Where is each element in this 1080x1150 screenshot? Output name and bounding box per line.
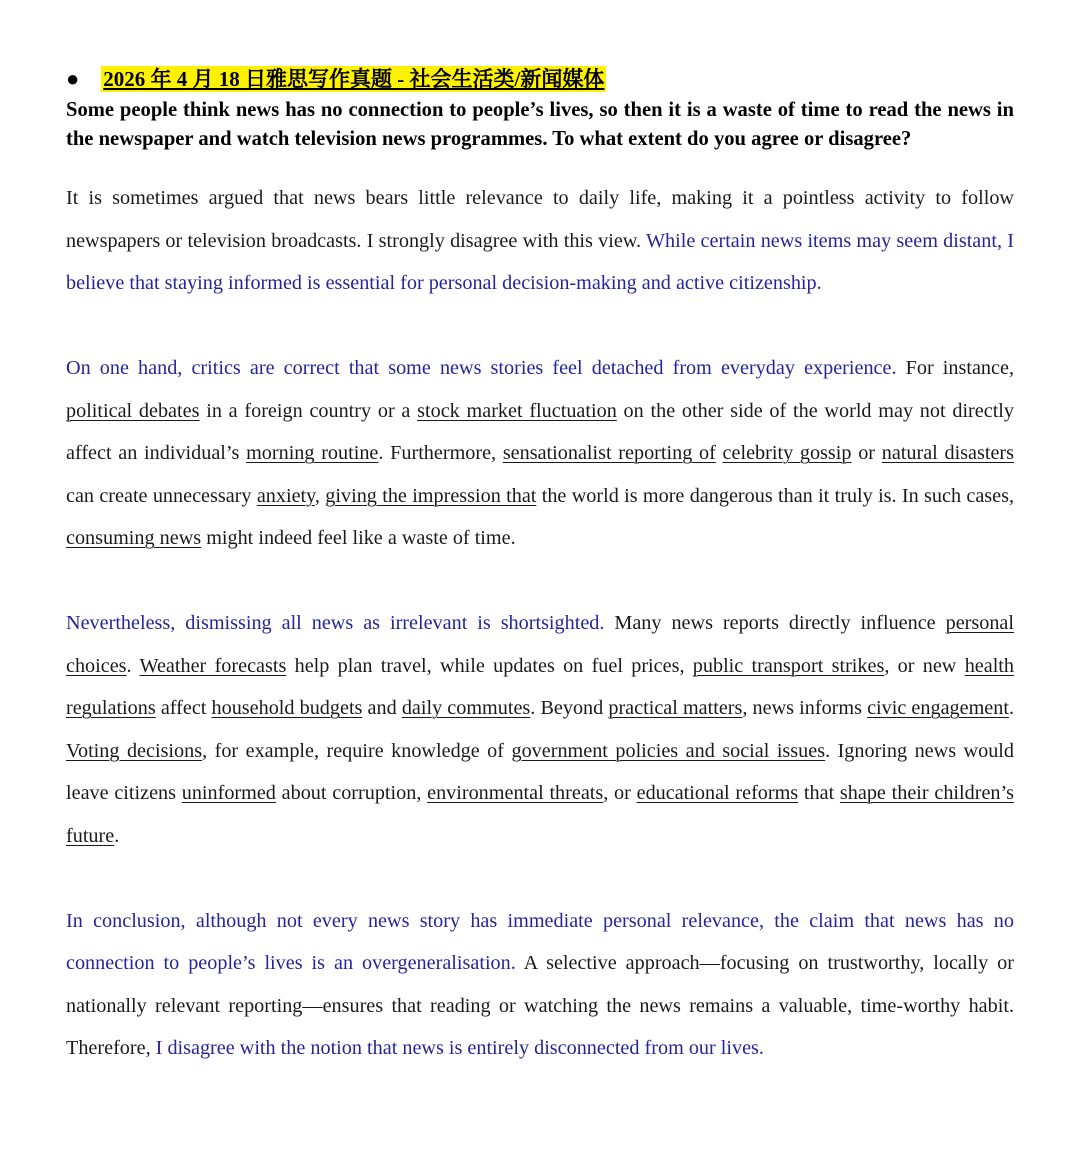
heading-line [66,64,1014,94]
underlined-phrase: shape their children’s future [66,782,1014,847]
body-text: affect [155,697,212,719]
body-text: . Ignoring news would leave citizens [66,739,1015,804]
body-text: the world is more dangerous than it truly is. In such cases, [536,484,1015,507]
body-text: , or new [884,654,965,677]
body-text: , or [603,782,637,804]
underlined-phrase: civic engagement [867,697,1009,719]
underlined-phrase: practical matters [608,697,743,719]
underlined-phrase: Voting decisions [66,739,203,762]
body-text: Many news reports directly influence [604,612,946,634]
bullet-icon: ● [66,66,80,91]
thesis-sentence: I disagree with the notion that news is entirely disconnected from our lives. [155,1037,764,1059]
underlined-phrase: educational reforms [636,782,799,804]
question-prompt: Some people think news has no connection to people’s lives, so then it is a waste of time to read the news in the newspaper and watch television news programmes. To what extent do you agree or disagree? [66,99,1014,150]
underlined-phrase: Weather forecasts [139,654,287,677]
underlined-phrase: public transport strikes [692,654,885,677]
body-text: help plan travel, while updates on fuel prices, [286,654,693,677]
body-text: on the other side of the world may not directly affect an individual’s [66,399,1015,464]
underlined-phrase: household budgets [211,697,363,719]
underlined-phrase: natural disasters [881,442,1014,464]
body-text: about corruption, [275,782,428,804]
body-text: and [362,697,402,719]
body-text: . [126,654,140,677]
body-text: or [851,442,882,464]
underlined-phrase: giving the impression that [325,484,537,507]
body-text: in a foreign country or a [199,399,418,422]
body-text: can create unnecessary [66,484,257,507]
essay-paragraph-argument [66,602,1014,857]
body-text: . Furthermore, [378,442,503,464]
underlined-phrase: celebrity gossip [722,442,852,464]
underlined-phrase: morning routine [246,442,379,464]
underlined-phrase: uninformed [181,782,276,804]
underlined-phrase: personal choices [66,612,1014,677]
thesis-sentence: In conclusion, although not every news story has immediate personal relevance, the claim that news has no connection to people’s lives is an overgeneralisation. [66,909,1014,974]
body-text: , [314,484,326,507]
essay-paragraph-introduction [66,177,1014,305]
underlined-phrase: government policies and social issues [511,739,826,762]
page-title: 2026 年 4 月 18 日雅思写作真题 - 社会生活类/新闻媒体 [103,67,605,91]
body-text: For instance, [896,357,1014,379]
body-text [716,442,723,464]
underlined-phrase: sensationalist reporting of [502,442,716,464]
essay-paragraph-conclusion [66,900,1014,1070]
thesis-sentence: On one hand, critics are correct that some news stories feel detached from everyday experience. [66,357,897,379]
underlined-phrase: daily commutes [401,697,531,719]
underlined-phrase: anxiety [256,484,315,507]
underlined-phrase: health regulations [66,654,1015,719]
body-text: that [798,782,840,804]
body-text: . Beyond [530,697,609,719]
body-text: . [1008,697,1014,719]
body-text: . [114,824,120,847]
thesis-sentence: While certain news items may seem distant, I believe that staying informed is essential for personal decision-making and active citizenship. [66,229,1014,294]
essay-body [66,177,1014,1070]
body-text: , news informs [742,697,868,719]
body-text: A selective approach—focusing on trustworthy, locally or nationally relevant reporting—ensures that reading or watching the news remains a valuable, time-worthy habit. Therefore, [66,952,1014,1059]
body-text: , for example, require knowledge of [202,739,512,762]
thesis-sentence: Nevertheless, dismissing all news as irrelevant is shortsighted. [66,612,605,634]
essay-paragraph-counterargument [66,347,1014,560]
underlined-phrase: stock market fluctuation [417,399,617,422]
document-page [66,64,1014,1070]
body-text: might indeed feel like a waste of time. [201,527,516,549]
underlined-phrase: consuming news [66,527,202,549]
underlined-phrase: political debates [66,399,200,422]
underlined-phrase: environmental threats [427,782,604,804]
body-text: It is sometimes argued that news bears little relevance to daily life, making it a pointless activity to follow newspapers or television broadcasts. I strongly disagree with this view. [66,187,1014,252]
